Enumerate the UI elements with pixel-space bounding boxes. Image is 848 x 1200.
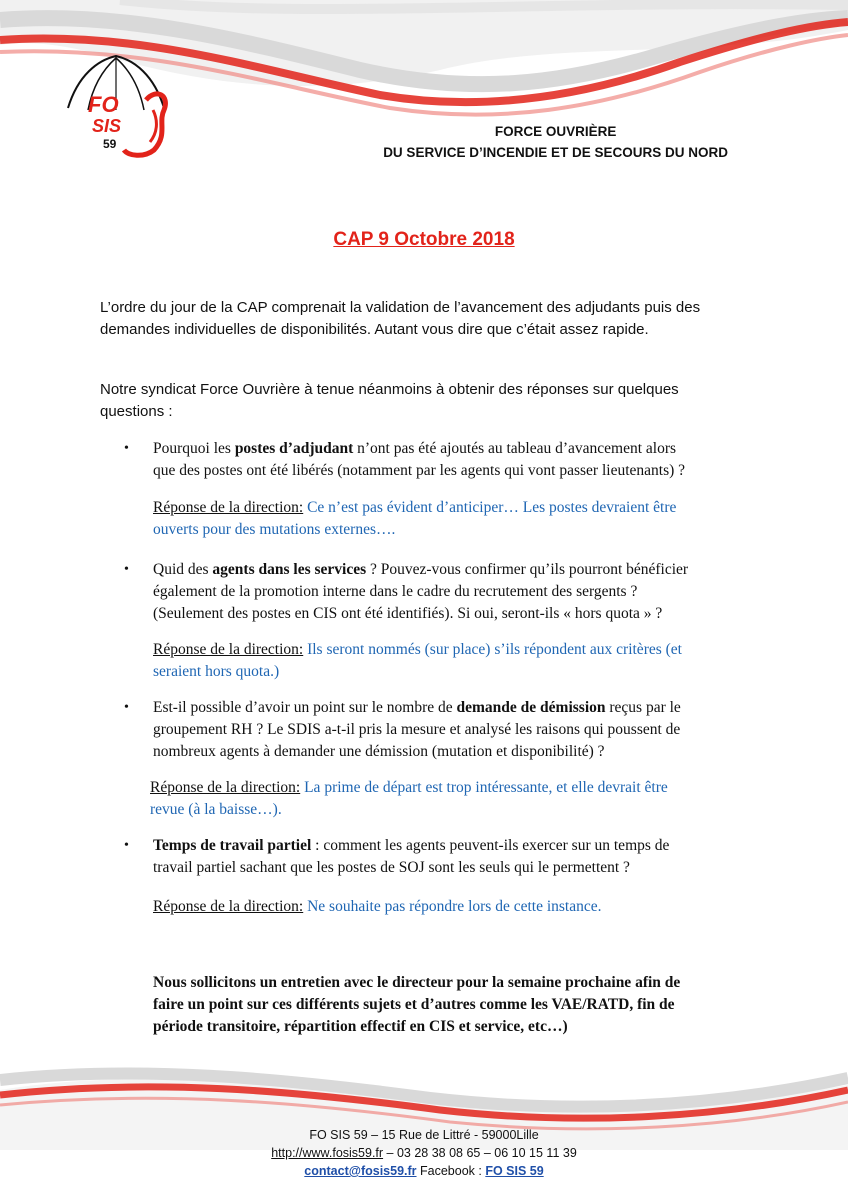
question-4-line-1 xyxy=(153,835,753,857)
closing-line-1: Nous sollicitons un entretien avec le directeur pour la semaine prochaine afin de xyxy=(153,974,681,991)
bullet-icon: • xyxy=(124,700,129,715)
q2-text-a: Quid des xyxy=(153,561,213,578)
question-2 xyxy=(153,559,753,625)
q4-bold: Temps de travail partiel xyxy=(153,837,312,854)
bullet-icon: • xyxy=(124,441,129,456)
answer-4-text: Ne souhaite pas répondre lors de cette instance. xyxy=(303,898,602,915)
q1-text-a: Pourquoi les xyxy=(153,440,235,457)
answer-3-line-1 xyxy=(150,777,750,799)
bullet-icon: • xyxy=(124,838,129,853)
answer-2-text: Ils seront nommés (sur place) s’ils répondent aux critères (et xyxy=(303,641,682,658)
answer-4-line-1 xyxy=(153,896,753,918)
intro-p2-line-1: Notre syndicat Force Ouvrière à tenue néanmoins à obtenir des réponses sur quelques xyxy=(100,381,679,398)
q1-bold: postes d’adjudant xyxy=(234,440,354,457)
footer-line-web xyxy=(0,1144,848,1162)
question-3 xyxy=(153,697,753,763)
logo-text-59: 59 xyxy=(103,137,117,151)
q3-bold: demande de démission xyxy=(456,699,606,716)
footer-address: FO SIS 59 – 15 Rue de Littré - 59000Lille xyxy=(309,1128,539,1142)
intro-paragraph-2 xyxy=(100,379,760,423)
answer-1-text: Ce n’est pas évident d’anticiper… Les postes devraient être xyxy=(303,499,677,516)
intro-p1-line-2: demandes individuelles de disponibilités. Autant vous dire que c’était assez rapide. xyxy=(100,321,649,338)
email-link[interactable]: contact@fosis59.fr xyxy=(304,1164,417,1178)
question-2-line-3: (Seulement des postes en CIS ont été identifiés). Si oui, seront-ils « hors quota » ? xyxy=(153,605,663,622)
footer-phones: – 03 28 38 08 65 – 06 10 15 11 39 xyxy=(383,1146,577,1160)
q1-text-c: n’ont pas été ajoutés au tableau d’avancement alors xyxy=(353,440,677,457)
question-1 xyxy=(153,438,753,482)
question-3-line-2: groupement RH ? Le SDIS a-t-il pris la mesure et analysé les raisons qui poussent de xyxy=(153,721,681,738)
answer-4 xyxy=(153,896,753,918)
closing-line-3: période transitoire, répartition effectif en CIS et service, etc…) xyxy=(153,1018,568,1035)
question-1-line-2: que des postes ont été libérés (notamment par les agents qui vont passer lieutenants) ? xyxy=(153,462,686,479)
logo-text-sis: SIS xyxy=(92,116,122,136)
facebook-label: Facebook : xyxy=(416,1164,486,1178)
question-2-line-2: également de la promotion interne dans le cadre du recrutement des sergents ? xyxy=(153,583,638,600)
bullet-icon: • xyxy=(124,562,129,577)
question-3-line-1 xyxy=(153,697,753,719)
header-line-2: DU SERVICE D’INCENDIE ET DE SECOURS DU NORD xyxy=(383,145,728,160)
answer-3 xyxy=(150,777,750,821)
fo-sis-59-logo xyxy=(58,50,174,165)
q3-text-a: Est-il possible d’avoir un point sur le nombre de xyxy=(153,699,457,716)
q4-text-c: : comment les agents peuvent-ils exercer sur un temps de xyxy=(311,837,670,854)
question-4-line-2: travail partiel sachant que les postes de SOJ sont les seuls qui le permettent ? xyxy=(153,859,630,876)
answer-3-text: La prime de départ est trop intéressante, et elle devrait être xyxy=(300,779,668,796)
q2-text-c: ? Pouvez-vous confirmer qu’ils pourront bénéficier xyxy=(366,561,689,578)
question-3-line-3: nombreux agents à demander une démission (mutation et disponibilité) ? xyxy=(153,743,605,760)
answer-label: Réponse de la direction: xyxy=(153,499,304,516)
answer-2-line-2: seraient hors quota.) xyxy=(153,663,280,680)
answer-label: Réponse de la direction: xyxy=(153,641,304,658)
q3-text-c: reçus par le xyxy=(605,699,681,716)
answer-label: Réponse de la direction: xyxy=(153,898,304,915)
question-2-line-1 xyxy=(153,559,753,581)
facebook-link[interactable]: FO SIS 59 xyxy=(485,1164,544,1178)
logo-text-fo: FO xyxy=(88,92,119,117)
closing-line-2: faire un point sur ces différents sujets et d’autres comme les VAE/RATD, fin de xyxy=(153,996,675,1013)
question-1-line-1 xyxy=(153,438,753,460)
answer-2 xyxy=(153,639,753,683)
footer-line-social xyxy=(0,1162,848,1180)
intro-p1-line-1: L’ordre du jour de la CAP comprenait la validation de l’avancement des adjudants puis des xyxy=(100,299,701,316)
website-link[interactable]: http://www.fosis59.fr xyxy=(271,1146,384,1160)
answer-3-line-2: revue (à la baisse…). xyxy=(150,801,282,818)
answer-2-line-1 xyxy=(153,639,753,661)
answer-label: Réponse de la direction: xyxy=(150,779,301,796)
document-title: CAP 9 Octobre 2018 xyxy=(333,229,515,250)
question-4 xyxy=(153,835,753,879)
answer-1 xyxy=(153,497,753,541)
header-line-1: FORCE OUVRIÈRE xyxy=(494,124,617,139)
organization-header xyxy=(383,121,728,163)
answer-1-line-1 xyxy=(153,497,753,519)
answer-1-line-2: ouverts pour des mutations externes…. xyxy=(153,521,396,538)
q2-bold: agents dans les services xyxy=(212,561,367,578)
intro-paragraph-1 xyxy=(100,297,760,341)
closing-paragraph xyxy=(153,972,753,1038)
intro-p2-line-2: questions : xyxy=(100,403,173,420)
footer-contact xyxy=(0,1126,848,1180)
